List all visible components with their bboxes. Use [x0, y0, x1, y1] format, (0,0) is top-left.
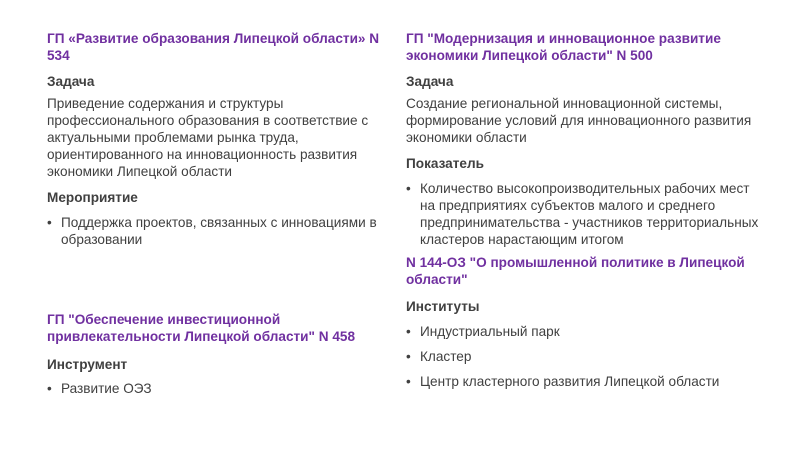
institute-item: • Кластер: [406, 349, 472, 364]
measure-label: Мероприятие: [47, 190, 138, 205]
left-column: [47, 30, 395, 397]
law-144-heading: N 144-ОЗ "О промышленной политике в Липецкой области": [406, 255, 745, 287]
program-534-heading: ГП «Развитие образования Липецкой области» N 534: [47, 31, 380, 63]
indicator-item: • Количество высокопроизводительных рабочих мест на предприятиях субъектов малого и среднего предпринимательства - участников территориальных кластеров нарастающим итогом: [406, 181, 759, 247]
program-458-heading: ГП "Обеспечение инвестиционной привлекательности Липецкой области" N 458: [47, 312, 356, 344]
tool-list: [47, 380, 395, 397]
institutes-label: Институты: [406, 299, 480, 314]
institutes-list: [406, 323, 766, 390]
right-column: [406, 30, 766, 390]
task-text: Создание региональной инновационной системы, формирование условий для инновационного развития экономики области: [406, 96, 752, 145]
measure-list: [47, 214, 395, 248]
program-500-heading: ГП "Модернизация и инновационное развитие экономики Липецкой области" N 500: [406, 31, 721, 63]
indicator-label: Показатель: [406, 156, 484, 171]
measure-item: • Поддержка проектов, связанных с инновациями в образовании: [47, 215, 377, 247]
tool-item: • Развитие ОЭЗ: [47, 381, 152, 396]
task-label: Задача: [406, 74, 454, 89]
institute-item: • Индустриальный парк: [406, 324, 560, 339]
task-label: Задача: [47, 74, 95, 89]
indicator-list: [406, 180, 766, 248]
tool-label: Инструмент: [47, 357, 128, 372]
institute-item: • Центр кластерного развития Липецкой области: [406, 374, 720, 389]
task-text: Приведение содержания и структуры профессионального образования в соответствие с актуальными проблемами рынка труда, ориентированного на инновационность развития экономики Липецкой области: [47, 96, 369, 179]
